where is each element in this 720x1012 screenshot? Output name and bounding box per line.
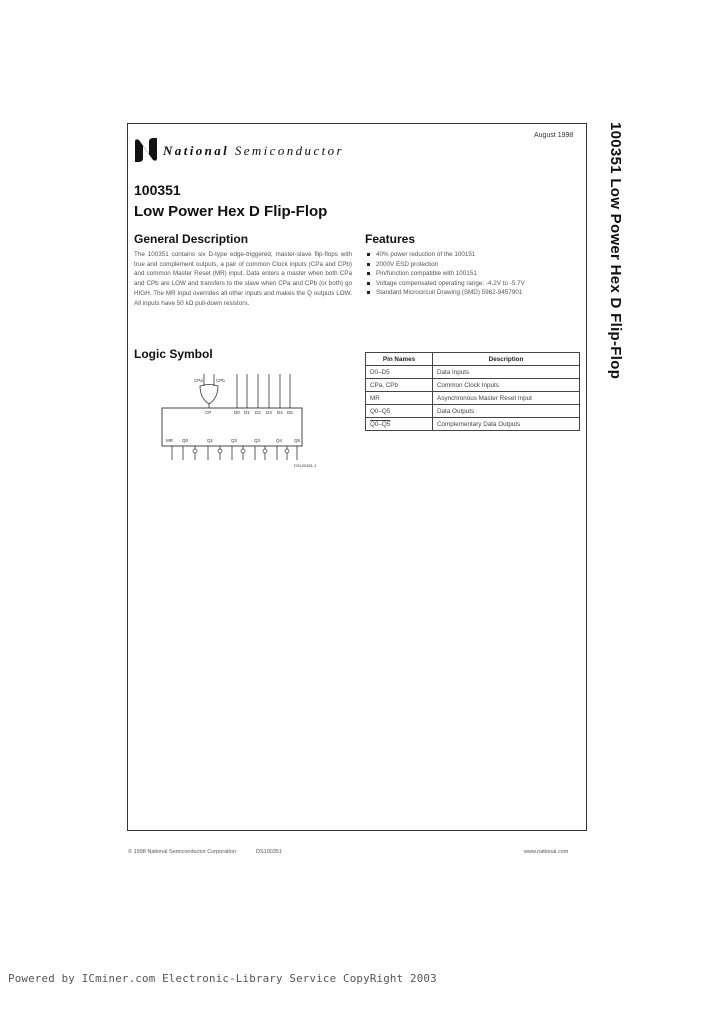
watermark-text: Powered by ICminer.com Electronic-Library Service CopyRight 2003 xyxy=(8,972,437,985)
pin-name-cell: Q0–Q5 xyxy=(366,405,433,418)
features-heading: Features xyxy=(365,232,416,246)
pin-description-cell: Complementary Data Outputs xyxy=(433,418,580,431)
pin-name-cell: CPa, CPb xyxy=(366,379,433,392)
feature-item: Pin/function compatible with 100151 xyxy=(365,269,580,279)
brand-name: National Semiconductor xyxy=(163,143,344,158)
copyright-notice: © 1998 National Semiconductor Corporation xyxy=(128,849,237,855)
label-d0: D0 xyxy=(234,410,240,415)
pin-names-table xyxy=(365,352,580,431)
logic-symbol-diagram xyxy=(150,368,340,478)
feature-item: 2000V ESD protection xyxy=(365,260,580,270)
label-d2: D2 xyxy=(255,410,261,415)
pin-description-cell: Asynchronous Master Reset Input xyxy=(433,392,580,405)
table-row xyxy=(366,366,580,379)
vertical-side-title: 100351 Low Power Hex D Flip-Flop xyxy=(607,122,624,380)
figure-id: DS100351-1 xyxy=(294,463,317,468)
label-q2: Q2 xyxy=(231,438,238,443)
header-description: Description xyxy=(433,353,580,366)
pin-description-cell: Data Inputs xyxy=(433,366,580,379)
pin-name-cell: Q0–Q5 xyxy=(366,418,433,431)
features-list xyxy=(365,250,580,298)
label-q3: Q3 xyxy=(254,438,261,443)
national-logo-icon xyxy=(133,136,159,164)
part-number: 100351 xyxy=(134,182,181,198)
header-pin-names: Pin Names xyxy=(366,353,433,366)
table-row xyxy=(366,405,580,418)
label-q4: Q4 xyxy=(276,438,283,443)
label-d3: D3 xyxy=(266,410,272,415)
general-description-heading: General Description xyxy=(134,232,249,246)
table-header-row xyxy=(366,353,580,366)
document-title: Low Power Hex D Flip-Flop xyxy=(134,203,328,220)
pin-name-cell: MR xyxy=(366,392,433,405)
feature-item: 40% power reduction of the 100151 xyxy=(365,250,580,260)
website-link[interactable]: www.national.com xyxy=(524,849,569,855)
ds-number: DS100351 xyxy=(256,849,282,855)
label-cpb: CPb xyxy=(216,378,225,383)
table-row xyxy=(366,379,580,392)
label-d5: D5 xyxy=(287,410,293,415)
table-row xyxy=(366,418,580,431)
pin-description-cell: Data Outputs xyxy=(433,405,580,418)
label-mr: MR xyxy=(166,438,173,443)
label-d4: D4 xyxy=(277,410,283,415)
document-date: August 1998 xyxy=(534,132,574,139)
label-d1: D1 xyxy=(244,410,250,415)
feature-item: Voltage compensated operating range: -4.2V to -5.7V xyxy=(365,279,580,289)
label-cp: CP xyxy=(205,410,212,415)
label-q0: Q0 xyxy=(182,438,189,443)
label-q5: Q5 xyxy=(294,438,301,443)
pin-name-cell: D0–D5 xyxy=(366,366,433,379)
label-q1: Q1 xyxy=(207,438,214,443)
label-cpa: CPa xyxy=(194,378,203,383)
pin-description-cell: Common Clock Inputs xyxy=(433,379,580,392)
table-row xyxy=(366,392,580,405)
general-description-text: The 100351 contains six D-type edge-triggered, master-slave flip-flops with true and complement outputs, a pair of common Clock inputs (CPa and CPb) and common Master Reset (MR) input. Data enters a master when both CPa and CPb are LOW and transfers to the slave when CPa and CPb (or both) go HIGH. The MR input overrides all other inputs and makes the Q outputs LOW. All inputs have 50 kΩ pull-down resistors. xyxy=(134,251,352,307)
logic-symbol-heading: Logic Symbol xyxy=(134,347,213,361)
feature-item: Standard Microcircuit Drawing (SMD) 5962-9457901 xyxy=(365,288,580,298)
